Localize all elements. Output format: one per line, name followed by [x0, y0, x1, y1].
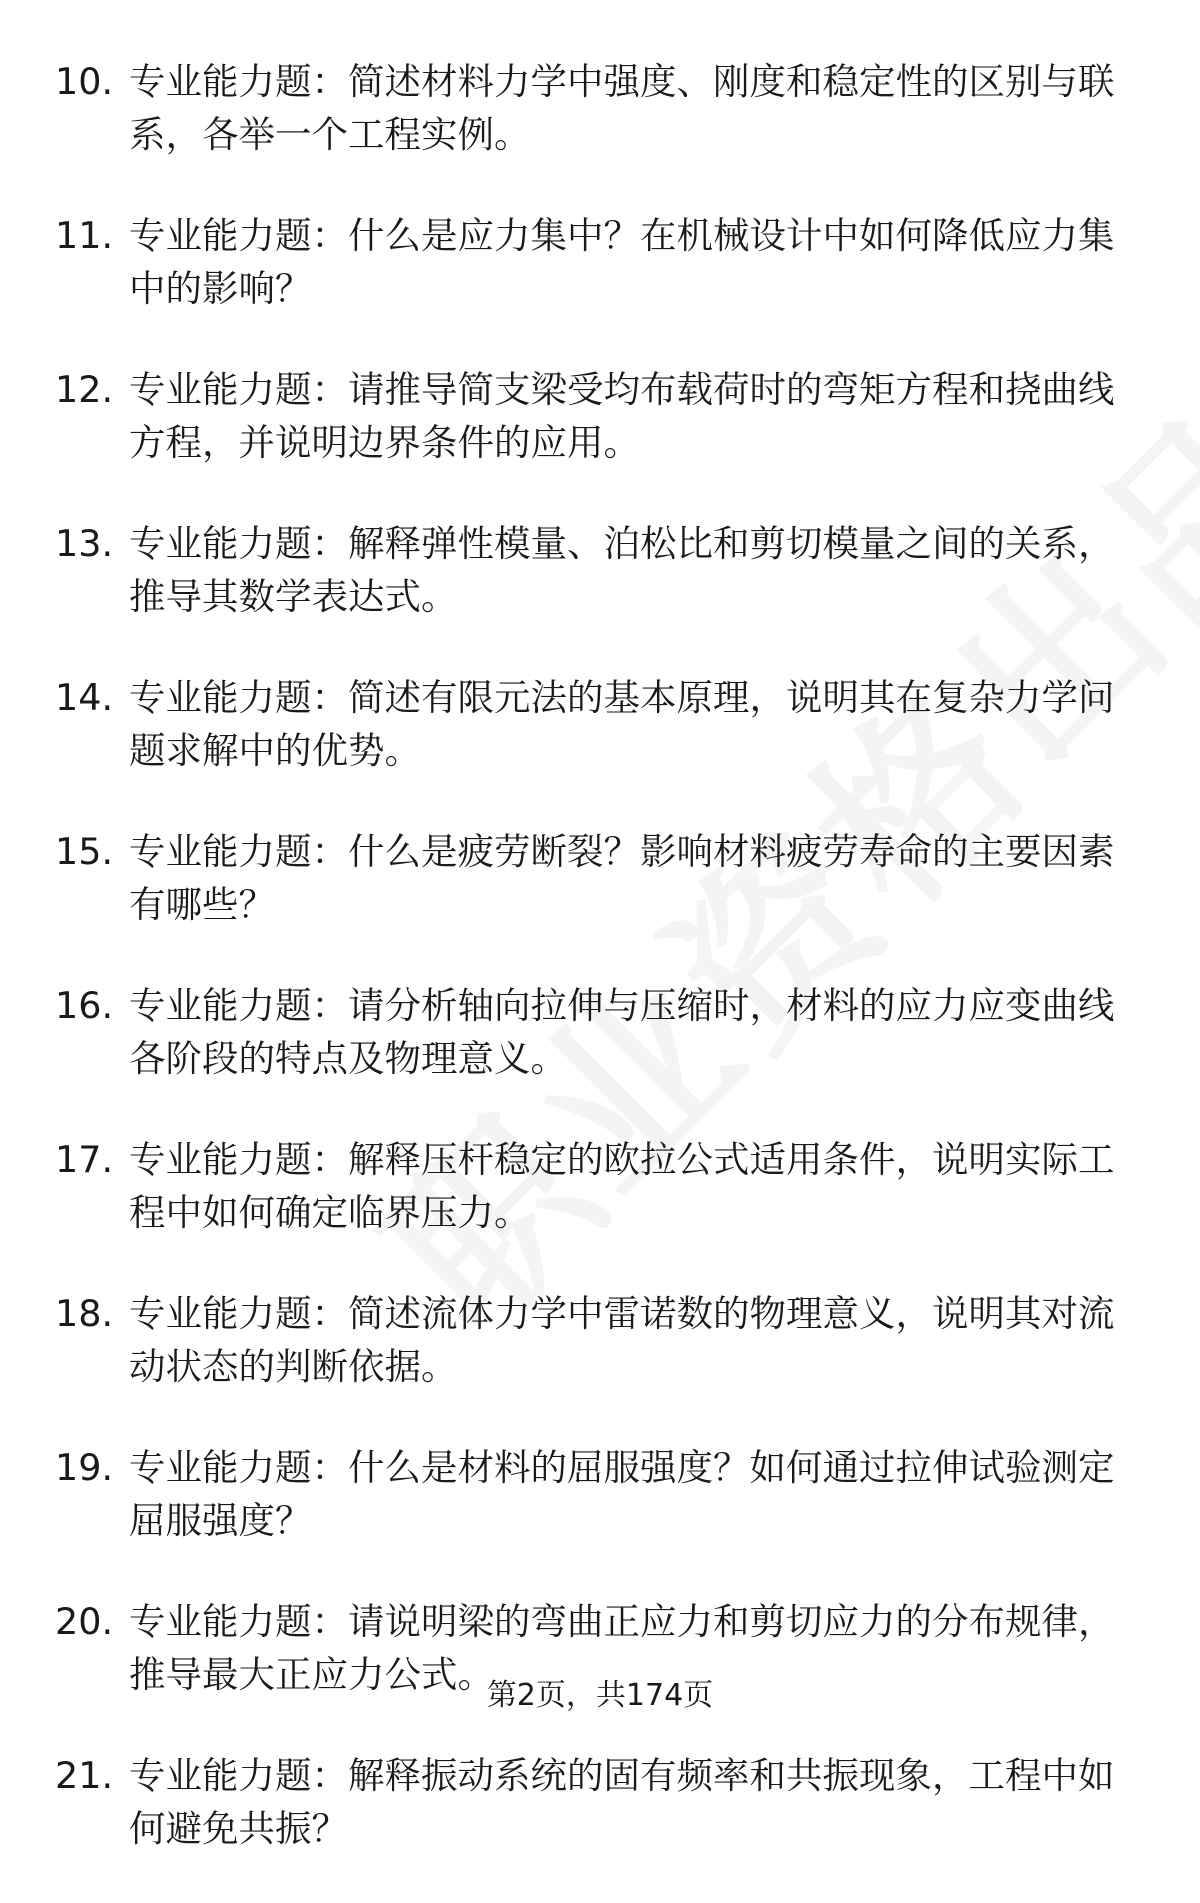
- question-item: [55, 55, 1150, 161]
- question-number: 15.: [55, 830, 114, 873]
- question-number: 12.: [55, 368, 114, 411]
- question-text: 专业能力题：简述流体力学中雷诺数的物理意义，说明其对流动状态的判断依据。: [129, 1292, 1115, 1388]
- question-text: 专业能力题：简述有限元法的基本原理，说明其在复杂力学问题求解中的优势。: [129, 676, 1115, 772]
- question-item: [55, 1133, 1150, 1239]
- question-number: 10.: [55, 60, 114, 103]
- page-footer: [0, 1676, 1200, 1716]
- question-number: 13.: [55, 522, 114, 565]
- question-number: 18.: [55, 1292, 114, 1335]
- question-text: 专业能力题：解释弹性模量、泊松比和剪切模量之间的关系，推导其数学表达式。: [129, 522, 1115, 618]
- question-number: 20.: [55, 1600, 114, 1643]
- question-number: 21.: [55, 1754, 114, 1797]
- question-item: [55, 825, 1150, 931]
- question-text: 专业能力题：请分析轴向拉伸与压缩时，材料的应力应变曲线各阶段的特点及物理意义。: [129, 984, 1115, 1080]
- question-text: 专业能力题：什么是材料的屈服强度？如何通过拉伸试验测定屈服强度？: [129, 1446, 1115, 1542]
- question-number: 17.: [55, 1138, 114, 1181]
- question-text: 专业能力题：简述材料力学中强度、刚度和稳定性的区别与联系，各举一个工程实例。: [129, 60, 1115, 156]
- question-item: [55, 209, 1150, 315]
- question-number: 16.: [55, 984, 114, 1027]
- question-number: 19.: [55, 1446, 114, 1489]
- question-text: 专业能力题：解释压杆稳定的欧拉公式适用条件，说明实际工程中如何确定临界压力。: [129, 1138, 1115, 1234]
- question-number: 11.: [55, 214, 114, 257]
- question-item: [55, 1287, 1150, 1393]
- question-item: [55, 517, 1150, 623]
- question-text: 专业能力题：请说明梁的弯曲正应力和剪切应力的分布规律，推导最大正应力公式。: [129, 1600, 1115, 1696]
- question-item: [55, 1441, 1150, 1547]
- question-item: [55, 363, 1150, 469]
- page-indicator: 第2页，共174页: [486, 1678, 714, 1713]
- question-text: 专业能力题：请推导简支梁受均布载荷时的弯矩方程和挠曲线方程，并说明边界条件的应用。: [129, 368, 1115, 464]
- question-item: [55, 979, 1150, 1085]
- question-item: [55, 1749, 1150, 1855]
- question-text: 专业能力题：什么是应力集中？在机械设计中如何降低应力集中的影响？: [129, 214, 1115, 310]
- question-number: 14.: [55, 676, 114, 719]
- question-text: 专业能力题：解释振动系统的固有频率和共振现象，工程中如何避免共振？: [129, 1754, 1115, 1850]
- question-list: [55, 55, 1150, 1903]
- question-text: 专业能力题：什么是疲劳断裂？影响材料疲劳寿命的主要因素有哪些？: [129, 830, 1115, 926]
- question-item: [55, 671, 1150, 777]
